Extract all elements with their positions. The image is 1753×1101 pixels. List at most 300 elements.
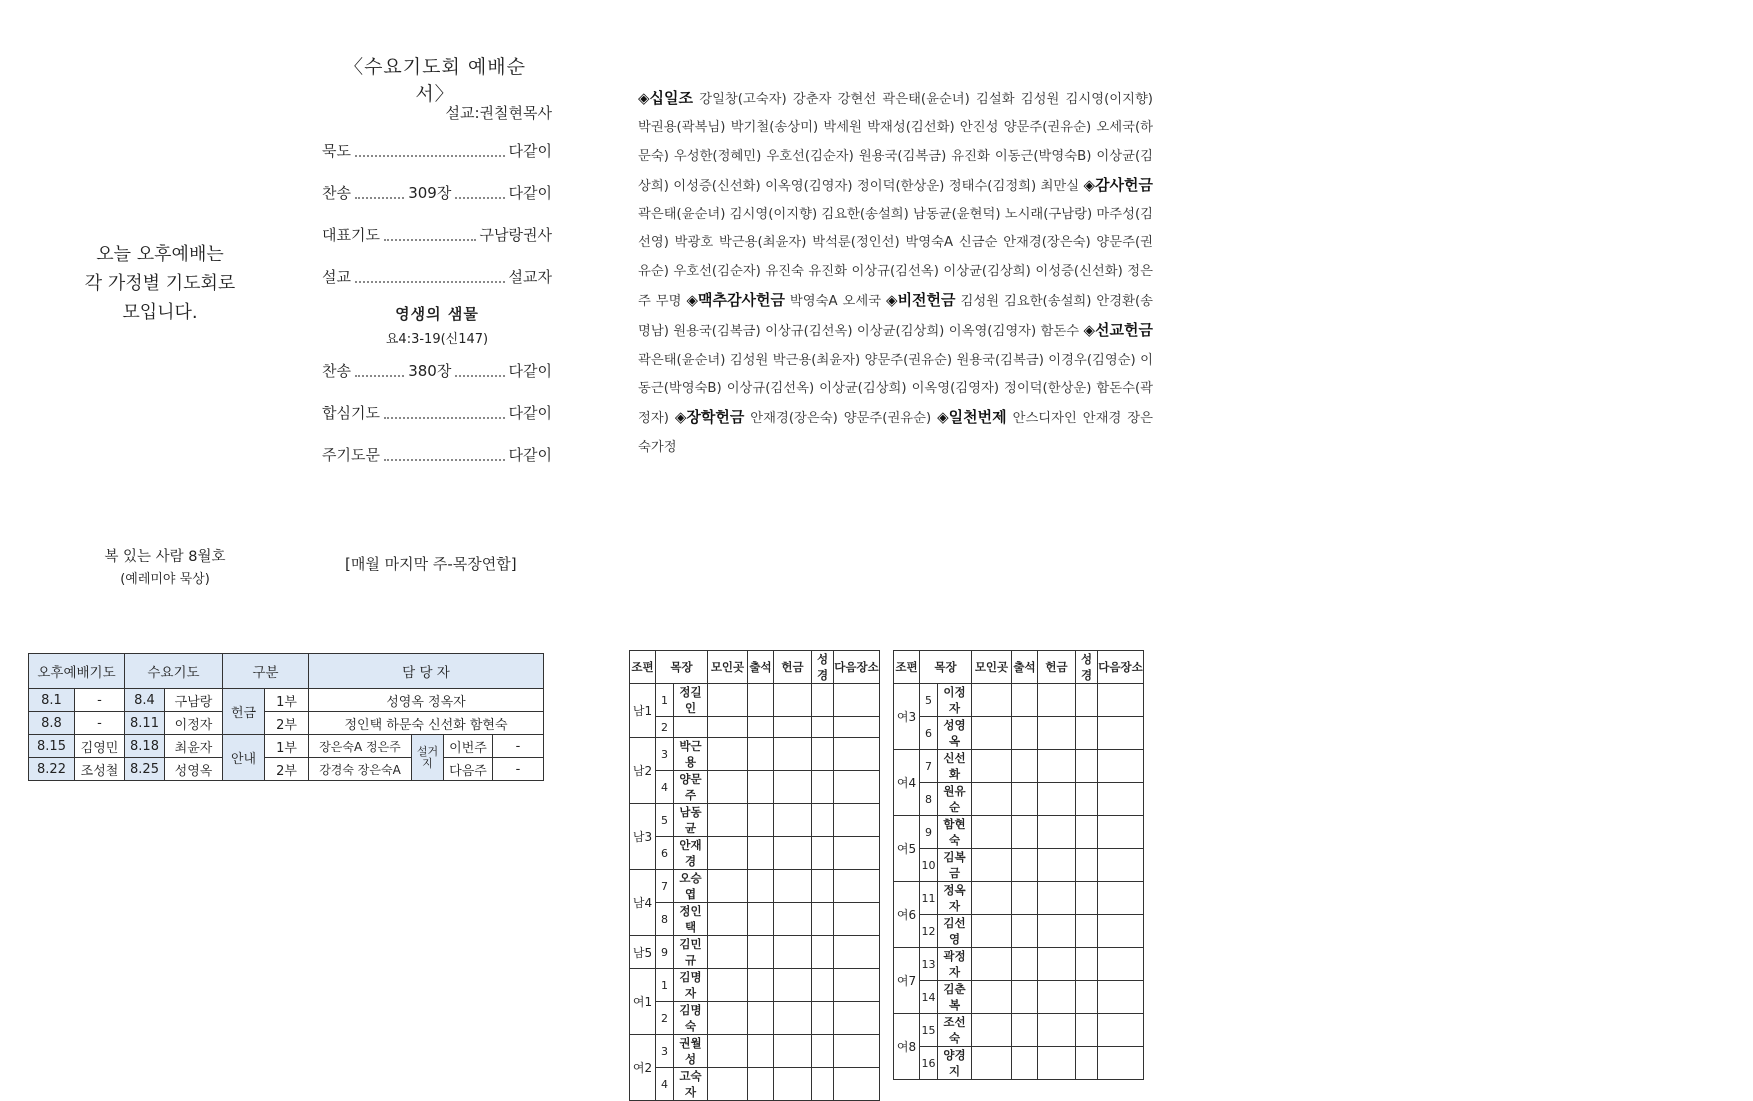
leader-name: 박근용 bbox=[674, 738, 708, 771]
order-item bbox=[322, 267, 552, 287]
member-number: 6 bbox=[656, 837, 674, 870]
entry-cell[interactable] bbox=[1038, 915, 1076, 948]
entry-cell[interactable] bbox=[812, 684, 834, 717]
date-cell: 8.11 bbox=[125, 712, 165, 735]
entry-cell[interactable] bbox=[834, 936, 880, 969]
entry-cell[interactable] bbox=[1038, 981, 1076, 1014]
member-number: 9 bbox=[656, 936, 674, 969]
group-cell: 여2 bbox=[630, 1035, 656, 1101]
sermon-reference: 요4:3-19(신147) bbox=[385, 332, 489, 347]
member-number: 9 bbox=[920, 816, 938, 849]
entry-cell[interactable] bbox=[812, 1002, 834, 1035]
entry-cell[interactable] bbox=[708, 837, 748, 870]
order-value: 다같이 bbox=[508, 446, 552, 464]
entry-cell[interactable] bbox=[1098, 882, 1144, 915]
order-label: 합심기도 bbox=[322, 404, 380, 422]
table-row bbox=[894, 717, 1144, 750]
person-cell: 이정자 bbox=[165, 712, 223, 735]
person-cell: - bbox=[493, 735, 544, 758]
member-number: 7 bbox=[920, 750, 938, 783]
entry-cell[interactable] bbox=[708, 771, 748, 804]
entry-cell[interactable] bbox=[834, 684, 880, 717]
member-number: 1 bbox=[656, 684, 674, 717]
entry-cell[interactable] bbox=[1038, 1014, 1076, 1047]
entry-cell[interactable] bbox=[972, 882, 1012, 915]
entry-cell[interactable] bbox=[812, 804, 834, 837]
entry-cell[interactable] bbox=[1038, 1047, 1076, 1080]
member-number: 5 bbox=[920, 684, 938, 717]
leader-name: 함현숙 bbox=[938, 816, 972, 849]
attendance-header-row bbox=[894, 651, 1144, 684]
entry-cell[interactable] bbox=[1076, 1014, 1098, 1047]
header-cell: 성경 bbox=[812, 651, 834, 684]
leader-name: 김선영 bbox=[938, 915, 972, 948]
group-cell: 남5 bbox=[630, 936, 656, 969]
group-cell: 여6 bbox=[894, 882, 920, 948]
date-cell: 8.18 bbox=[125, 735, 165, 758]
leader-name: 고숙자 bbox=[674, 1068, 708, 1101]
offering-names: 안재경(장은숙) 양문주(권유순) bbox=[744, 411, 938, 427]
order-item bbox=[322, 361, 552, 381]
category-cell: 안내 bbox=[223, 735, 265, 781]
entry-cell[interactable] bbox=[1076, 915, 1098, 948]
entry-cell[interactable] bbox=[1098, 750, 1144, 783]
assignee-cell: 정인택 하문숙 신선화 함현숙 bbox=[309, 712, 544, 735]
table-row bbox=[29, 735, 544, 758]
devotional-subtitle: (예레미야 묵상) bbox=[120, 572, 210, 587]
entry-cell[interactable] bbox=[834, 870, 880, 903]
entry-cell[interactable] bbox=[812, 969, 834, 1002]
entry-cell[interactable] bbox=[812, 936, 834, 969]
entry-cell[interactable] bbox=[1038, 717, 1076, 750]
member-number: 11 bbox=[920, 882, 938, 915]
table-row bbox=[29, 712, 544, 735]
entry-cell[interactable] bbox=[748, 969, 774, 1002]
entry-cell[interactable] bbox=[834, 804, 880, 837]
entry-cell[interactable] bbox=[1012, 948, 1038, 981]
leader-name: 김명숙 bbox=[674, 1002, 708, 1035]
entry-cell[interactable] bbox=[1098, 717, 1144, 750]
offering-names: 안스디자인 안재경 장은숙가정 bbox=[638, 411, 1153, 455]
order-value: 다같이 bbox=[508, 184, 552, 202]
header-cell: 목장 bbox=[920, 651, 972, 684]
entry-cell[interactable] bbox=[774, 717, 812, 738]
order-item bbox=[322, 141, 552, 161]
entry-cell[interactable] bbox=[812, 717, 834, 738]
entry-cell[interactable] bbox=[748, 870, 774, 903]
attendance-table-right bbox=[893, 650, 1144, 1080]
entry-cell[interactable] bbox=[1076, 882, 1098, 915]
member-number: 13 bbox=[920, 948, 938, 981]
entry-cell[interactable] bbox=[748, 717, 774, 738]
monthly-note: [매월 마지막 주-목장연합] bbox=[345, 555, 517, 573]
dot-leader bbox=[455, 374, 504, 377]
leader-name: 김복금 bbox=[938, 849, 972, 882]
header-cell: 구분 bbox=[223, 654, 309, 689]
entry-cell[interactable] bbox=[748, 1068, 774, 1101]
table-row bbox=[894, 750, 1144, 783]
date-cell: 8.15 bbox=[29, 735, 75, 758]
part-cell: 1부 bbox=[265, 689, 309, 712]
leader-name: 오승엽 bbox=[674, 870, 708, 903]
leader-name: 양문주 bbox=[674, 771, 708, 804]
dot-leader bbox=[355, 374, 404, 377]
attendance-table-left bbox=[629, 650, 880, 1101]
entry-cell[interactable] bbox=[1076, 717, 1098, 750]
header-cell: 다음장소 bbox=[834, 651, 880, 684]
table-row bbox=[894, 1014, 1144, 1047]
entry-cell[interactable] bbox=[708, 969, 748, 1002]
category-cell: 헌금 bbox=[223, 689, 265, 735]
entry-cell[interactable] bbox=[1012, 915, 1038, 948]
entry-cell[interactable] bbox=[1076, 1047, 1098, 1080]
header-cell: 목장 bbox=[656, 651, 708, 684]
entry-cell[interactable] bbox=[972, 684, 1012, 717]
entry-cell[interactable] bbox=[1076, 783, 1098, 816]
entry-cell[interactable] bbox=[1012, 750, 1038, 783]
person-cell: - bbox=[493, 758, 544, 781]
header-cell: 담 당 자 bbox=[309, 654, 544, 689]
entry-cell[interactable] bbox=[1012, 1014, 1038, 1047]
order-label: 찬송 bbox=[322, 184, 351, 202]
entry-cell[interactable] bbox=[1076, 981, 1098, 1014]
entry-cell[interactable] bbox=[972, 1047, 1012, 1080]
entry-cell[interactable] bbox=[1098, 948, 1144, 981]
leader-name: 곽정자 bbox=[938, 948, 972, 981]
header-cell: 수요기도 bbox=[125, 654, 223, 689]
member-number: 10 bbox=[920, 849, 938, 882]
week-cell: 이번주 bbox=[444, 735, 493, 758]
header-cell: 성경 bbox=[1076, 651, 1098, 684]
leader-name: 남동균 bbox=[674, 804, 708, 837]
entry-cell[interactable] bbox=[774, 969, 812, 1002]
order-item bbox=[322, 403, 552, 423]
entry-cell[interactable] bbox=[1076, 849, 1098, 882]
member-number: 12 bbox=[920, 915, 938, 948]
leader-name: 김민규 bbox=[674, 936, 708, 969]
leader-name: 양경지 bbox=[938, 1047, 972, 1080]
part-cell: 2부 bbox=[265, 758, 309, 781]
entry-cell[interactable] bbox=[972, 915, 1012, 948]
table-row bbox=[894, 915, 1144, 948]
dot-leader bbox=[384, 416, 505, 419]
entry-cell[interactable] bbox=[812, 1068, 834, 1101]
header-cell: 헌금 bbox=[1038, 651, 1076, 684]
entry-cell[interactable] bbox=[812, 870, 834, 903]
entry-cell[interactable] bbox=[972, 849, 1012, 882]
table-row bbox=[29, 689, 544, 712]
table-row bbox=[630, 804, 880, 837]
entry-cell[interactable] bbox=[708, 1068, 748, 1101]
member-number: 5 bbox=[656, 804, 674, 837]
member-number: 7 bbox=[656, 870, 674, 903]
duty-table bbox=[28, 653, 544, 781]
duty-header-row bbox=[29, 654, 544, 689]
table-row bbox=[630, 684, 880, 717]
entry-cell[interactable] bbox=[708, 870, 748, 903]
entry-cell[interactable] bbox=[774, 738, 812, 771]
order-item bbox=[322, 445, 552, 465]
leader-name: 정옥자 bbox=[938, 882, 972, 915]
dot-leader bbox=[384, 458, 505, 461]
entry-cell[interactable] bbox=[708, 804, 748, 837]
order-value: 설교자 bbox=[508, 268, 552, 286]
table-row bbox=[630, 870, 880, 903]
person-cell: - bbox=[75, 689, 125, 712]
group-cell: 여1 bbox=[630, 969, 656, 1035]
order-label: 대표기도 bbox=[322, 226, 380, 244]
header-cell: 출석 bbox=[748, 651, 774, 684]
entry-cell[interactable] bbox=[972, 1014, 1012, 1047]
leader-name: 성영옥 bbox=[938, 717, 972, 750]
page-title: 〈수요기도회 예배순서〉 bbox=[344, 56, 526, 105]
assignee-cell: 성영옥 정옥자 bbox=[309, 689, 544, 712]
member-number: 3 bbox=[656, 738, 674, 771]
entry-cell[interactable] bbox=[834, 771, 880, 804]
afternoon-notice bbox=[40, 240, 280, 327]
preacher: 설교:권칠현목사 bbox=[445, 104, 552, 122]
group-cell: 남4 bbox=[630, 870, 656, 936]
date-cell: 8.25 bbox=[125, 758, 165, 781]
dot-leader bbox=[355, 154, 505, 157]
entry-cell[interactable] bbox=[1098, 783, 1144, 816]
entry-cell[interactable] bbox=[1038, 750, 1076, 783]
table-row bbox=[630, 903, 880, 936]
entry-cell[interactable] bbox=[774, 1068, 812, 1101]
entry-cell[interactable] bbox=[708, 717, 748, 738]
dot-leader bbox=[455, 196, 504, 199]
entry-cell[interactable] bbox=[1012, 684, 1038, 717]
group-cell: 남3 bbox=[630, 804, 656, 870]
table-row bbox=[894, 684, 1144, 717]
entry-cell[interactable] bbox=[1076, 948, 1098, 981]
leader-name: 정길인 bbox=[674, 684, 708, 717]
leader-name: 안재경 bbox=[674, 837, 708, 870]
table-row bbox=[894, 849, 1144, 882]
entry-cell[interactable] bbox=[972, 981, 1012, 1014]
entry-cell[interactable] bbox=[1012, 717, 1038, 750]
member-number: 4 bbox=[656, 771, 674, 804]
entry-cell[interactable] bbox=[1038, 882, 1076, 915]
entry-cell[interactable] bbox=[748, 771, 774, 804]
entry-cell[interactable] bbox=[1012, 1047, 1038, 1080]
entry-cell[interactable] bbox=[774, 870, 812, 903]
entry-cell[interactable] bbox=[834, 1002, 880, 1035]
person-cell: 성영옥 bbox=[165, 758, 223, 781]
entry-cell[interactable] bbox=[1012, 816, 1038, 849]
entry-cell[interactable] bbox=[812, 903, 834, 936]
entry-cell[interactable] bbox=[812, 738, 834, 771]
date-cell: 8.4 bbox=[125, 689, 165, 712]
group-cell: 여4 bbox=[894, 750, 920, 816]
entry-cell[interactable] bbox=[1098, 1014, 1144, 1047]
entry-cell[interactable] bbox=[1076, 684, 1098, 717]
table-row bbox=[630, 771, 880, 804]
member-number: 8 bbox=[656, 903, 674, 936]
person-cell: 최윤자 bbox=[165, 735, 223, 758]
entry-cell[interactable] bbox=[748, 738, 774, 771]
member-number: 3 bbox=[656, 1035, 674, 1068]
entry-cell[interactable] bbox=[972, 717, 1012, 750]
entry-cell[interactable] bbox=[1012, 783, 1038, 816]
dot-leader bbox=[355, 196, 404, 199]
person-cell: 구남랑 bbox=[165, 689, 223, 712]
header-cell: 헌금 bbox=[774, 651, 812, 684]
entry-cell[interactable] bbox=[1098, 981, 1144, 1014]
table-row bbox=[630, 1002, 880, 1035]
order-value: 다같이 bbox=[508, 142, 552, 160]
entry-cell[interactable] bbox=[708, 738, 748, 771]
hymn-number: 309장 bbox=[408, 184, 452, 202]
assignee-cell: 장은숙A 정은주 bbox=[309, 735, 412, 758]
group-cell: 남2 bbox=[630, 738, 656, 804]
entry-cell[interactable] bbox=[708, 936, 748, 969]
leader-name: 이정자 bbox=[938, 684, 972, 717]
entry-cell[interactable] bbox=[972, 783, 1012, 816]
entry-cell[interactable] bbox=[1012, 981, 1038, 1014]
sermon-title: 영생의 샘물 bbox=[395, 305, 479, 323]
entry-cell[interactable] bbox=[774, 936, 812, 969]
order-item bbox=[322, 225, 552, 245]
member-number: 16 bbox=[920, 1047, 938, 1080]
table-row bbox=[630, 837, 880, 870]
entry-cell[interactable] bbox=[708, 1002, 748, 1035]
leader-name: 권월성 bbox=[674, 1035, 708, 1068]
entry-cell[interactable] bbox=[972, 816, 1012, 849]
offering-heading: ◈감사헌금 bbox=[1083, 175, 1153, 194]
leader-name: 김춘복 bbox=[938, 981, 972, 1014]
table-row bbox=[894, 783, 1144, 816]
leader-name: 김명자 bbox=[674, 969, 708, 1002]
table-row bbox=[630, 738, 880, 771]
order-label: 설교 bbox=[322, 268, 351, 286]
member-number: 1 bbox=[656, 969, 674, 1002]
table-row bbox=[29, 758, 544, 781]
entry-cell[interactable] bbox=[774, 837, 812, 870]
entry-cell[interactable] bbox=[774, 1002, 812, 1035]
offering-heading: ◈일천번제 bbox=[937, 408, 1007, 427]
entry-cell[interactable] bbox=[1012, 849, 1038, 882]
header-cell: 조편 bbox=[630, 651, 656, 684]
entry-cell[interactable] bbox=[748, 1002, 774, 1035]
entry-cell[interactable] bbox=[774, 1035, 812, 1068]
entry-cell[interactable] bbox=[812, 837, 834, 870]
entry-cell[interactable] bbox=[748, 684, 774, 717]
part-cell: 2부 bbox=[265, 712, 309, 735]
entry-cell[interactable] bbox=[834, 969, 880, 1002]
member-number: 4 bbox=[656, 1068, 674, 1101]
sermon-block bbox=[322, 303, 552, 347]
entry-cell[interactable] bbox=[774, 684, 812, 717]
entry-cell[interactable] bbox=[1038, 849, 1076, 882]
offering-names: 곽은태(윤순녀) 김성원 박근용(최윤자) 양문주(권유순) 원용국(김복금) 이경우(김영순) 이동근(박영숙B) 이상규(김선옥) 이상균(김상희) 이옥영(김영자) 정이덕(한상운) 함돈수(곽정자) bbox=[638, 352, 1153, 427]
entry-cell[interactable] bbox=[774, 903, 812, 936]
entry-cell[interactable] bbox=[812, 1035, 834, 1068]
member-number: 8 bbox=[920, 783, 938, 816]
entry-cell[interactable] bbox=[748, 1035, 774, 1068]
date-cell: 8.1 bbox=[29, 689, 75, 712]
assignee-cell: 강경숙 장은숙A bbox=[309, 758, 412, 781]
devotional-title: 복 있는 사람 8월호 bbox=[104, 549, 226, 565]
leader-name: 원유순 bbox=[938, 783, 972, 816]
leader-name: 조선숙 bbox=[938, 1014, 972, 1047]
entry-cell[interactable] bbox=[1076, 750, 1098, 783]
entry-cell[interactable] bbox=[834, 837, 880, 870]
dot-leader bbox=[384, 238, 476, 241]
entry-cell[interactable] bbox=[812, 771, 834, 804]
person-cell: 조성철 bbox=[75, 758, 125, 781]
leader-name bbox=[674, 717, 708, 738]
table-row bbox=[630, 936, 880, 969]
entry-cell[interactable] bbox=[748, 804, 774, 837]
table-row bbox=[894, 816, 1144, 849]
offering-heading: ◈선교헌금 bbox=[1083, 321, 1153, 340]
offering-names: 김성원 김요한(송설희) 안경환(송명남) 원용국(김복금) 이상규(김선옥) 이상균(김상희) 이옥영(김영자) 함돈수 bbox=[638, 294, 1153, 340]
dot-leader bbox=[355, 280, 505, 283]
date-cell: 8.8 bbox=[29, 712, 75, 735]
entry-cell[interactable] bbox=[1038, 684, 1076, 717]
entry-cell[interactable] bbox=[1098, 816, 1144, 849]
entry-cell[interactable] bbox=[748, 903, 774, 936]
entry-cell[interactable] bbox=[708, 1035, 748, 1068]
entry-cell[interactable] bbox=[708, 903, 748, 936]
group-cell: 여8 bbox=[894, 1014, 920, 1080]
header-cell: 조편 bbox=[894, 651, 920, 684]
entry-cell[interactable] bbox=[1076, 816, 1098, 849]
entry-cell[interactable] bbox=[1038, 948, 1076, 981]
notice-line: 오늘 오후예배는 bbox=[96, 244, 224, 265]
offering-heading: ◈맥추감사헌금 bbox=[686, 291, 785, 310]
entry-cell[interactable] bbox=[1038, 783, 1076, 816]
group-cell: 남1 bbox=[630, 684, 656, 738]
entry-cell[interactable] bbox=[834, 717, 880, 738]
order-label: 주기도문 bbox=[322, 446, 380, 464]
entry-cell[interactable] bbox=[1098, 684, 1144, 717]
entry-cell[interactable] bbox=[834, 903, 880, 936]
entry-cell[interactable] bbox=[708, 684, 748, 717]
entry-cell[interactable] bbox=[972, 948, 1012, 981]
member-number: 2 bbox=[656, 717, 674, 738]
leader-name: 정인택 bbox=[674, 903, 708, 936]
entry-cell[interactable] bbox=[834, 738, 880, 771]
entry-cell[interactable] bbox=[834, 1068, 880, 1101]
notice-line: 모입니다. bbox=[122, 302, 198, 323]
member-number: 2 bbox=[656, 1002, 674, 1035]
entry-cell[interactable] bbox=[972, 750, 1012, 783]
entry-cell[interactable] bbox=[748, 837, 774, 870]
header-cell: 다음장소 bbox=[1098, 651, 1144, 684]
entry-cell[interactable] bbox=[1038, 816, 1076, 849]
table-row bbox=[630, 1068, 880, 1101]
header-cell: 오후예배기도 bbox=[29, 654, 125, 689]
order-label: 찬송 bbox=[322, 362, 351, 380]
entry-cell[interactable] bbox=[1098, 1047, 1144, 1080]
entry-cell[interactable] bbox=[1098, 849, 1144, 882]
table-row bbox=[630, 717, 880, 738]
group-cell: 여3 bbox=[894, 684, 920, 750]
entry-cell[interactable] bbox=[774, 771, 812, 804]
week-cell: 다음주 bbox=[444, 758, 493, 781]
offering-names: 강일창(고숙자) 강춘자 강현선 곽은태(윤순녀) 김설화 김성원 김시영(이지향) 박권용(곽복님) 박기철(송상미) 박세원 박재성(김선화) 안진성 양문주(권유순) 오세국(하문숙) 우성한(정혜민) 우호선(김순자) 원용국(김복금) 유진화 이동근(박영숙B) 이상균(김상희) 이성증(신선화) 이옥영(김영자) 정이덕(한상운) 정태수(김정희) 최만실 bbox=[638, 92, 1153, 194]
entry-cell[interactable] bbox=[1012, 882, 1038, 915]
entry-cell[interactable] bbox=[748, 936, 774, 969]
entry-cell[interactable] bbox=[1098, 915, 1144, 948]
entry-cell[interactable] bbox=[774, 804, 812, 837]
entry-cell[interactable] bbox=[834, 1035, 880, 1068]
part-cell: 1부 bbox=[265, 735, 309, 758]
order-value: 구남랑권사 bbox=[479, 226, 552, 244]
order-label: 묵도 bbox=[322, 142, 351, 160]
